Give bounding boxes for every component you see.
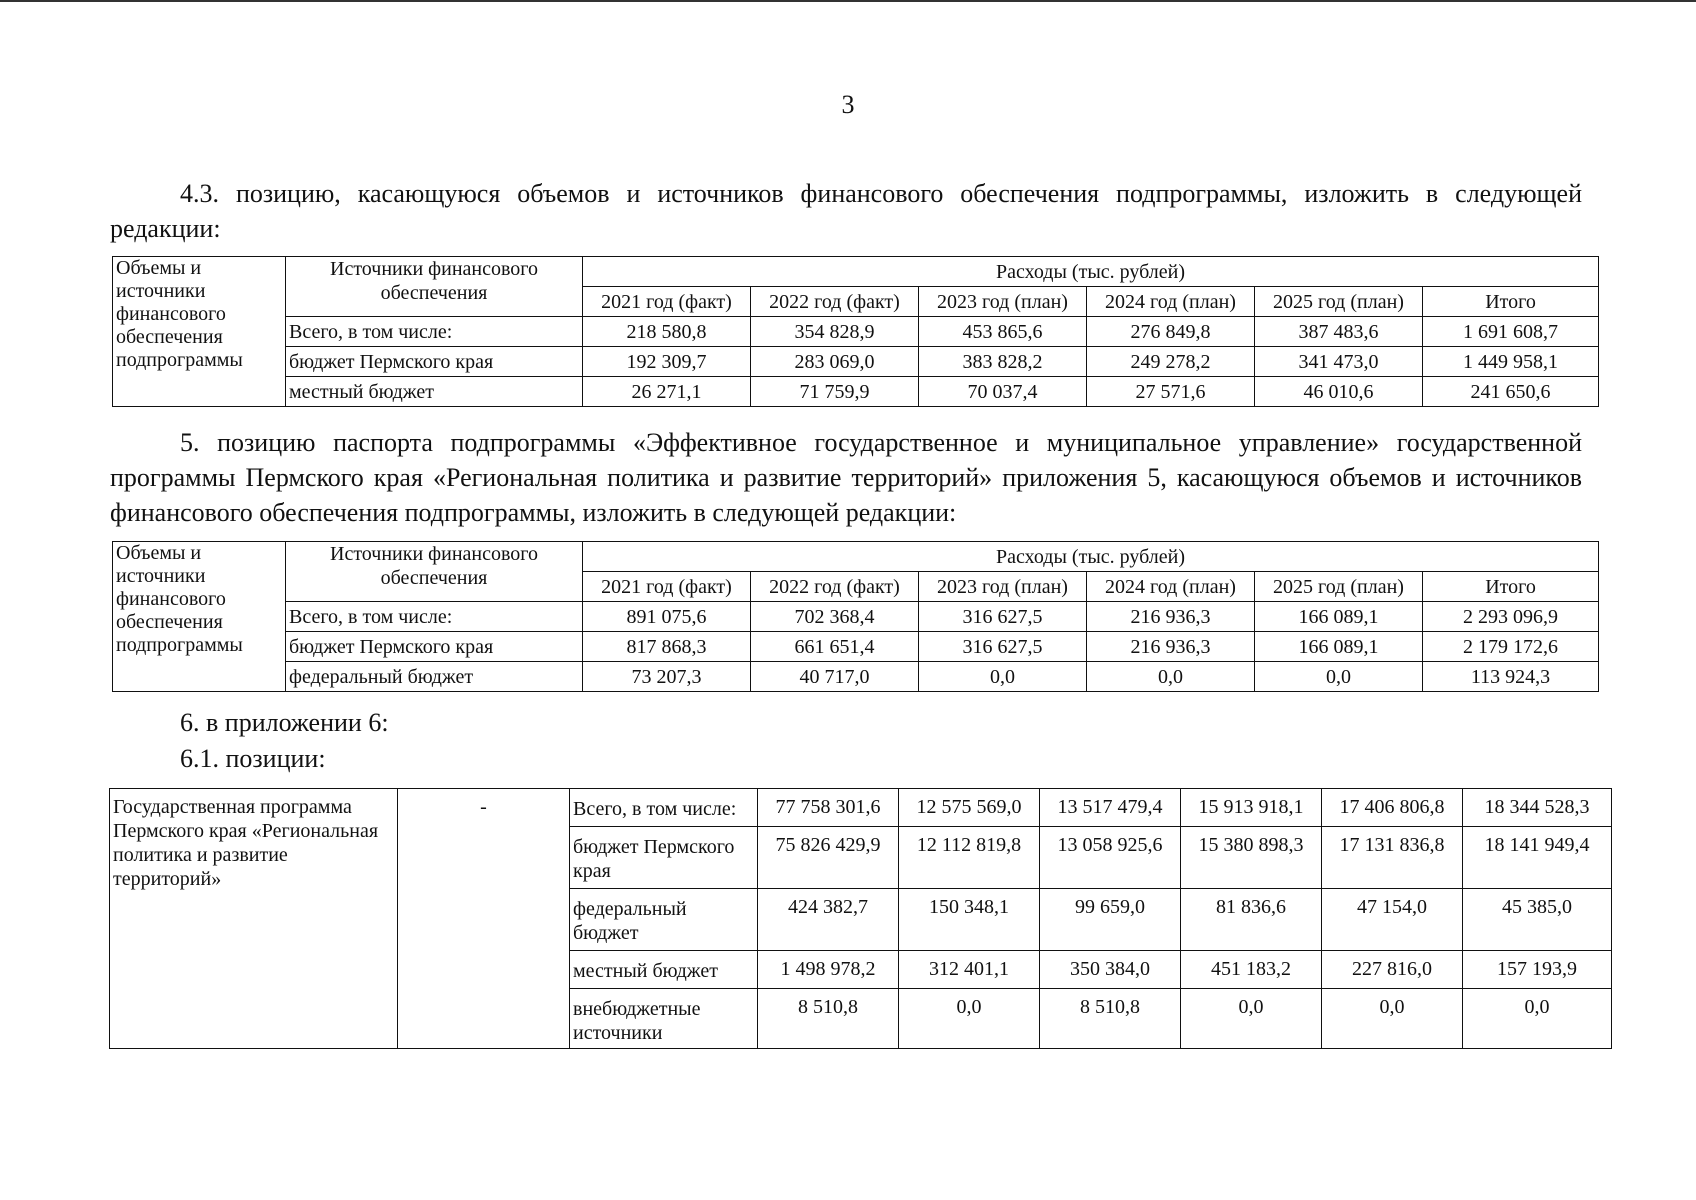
expenses-header: Расходы (тыс. рублей) [583,257,1599,287]
cell-value: 40 717,0 [751,662,919,692]
row-name: бюджет Пермского края [286,347,583,377]
page-number: 3 [841,90,855,119]
table-row [113,377,1599,407]
cell-value: 81 836,6 [1181,889,1322,951]
cell-value: 1 498 978,2 [758,951,899,989]
table-row [113,347,1599,377]
cell-value: 661 651,4 [751,632,919,662]
cell-value: 13 517 479,4 [1040,789,1181,827]
year-header: 2021 год (факт) [583,287,751,317]
cell-value: 227 816,0 [1322,951,1463,989]
cell-value: 341 473,0 [1255,347,1423,377]
cell-value: 0,0 [1255,662,1423,692]
cell-value: 27 571,6 [1087,377,1255,407]
row-name: местный бюджет [570,951,758,989]
cell-value: 157 193,9 [1463,951,1612,989]
cell-value: 15 380 898,3 [1181,827,1322,889]
cell-value: 316 627,5 [919,632,1087,662]
cell-value: 424 382,7 [758,889,899,951]
table-row [113,602,1599,632]
cell-value: 350 384,0 [1040,951,1181,989]
cell-value: 451 183,2 [1181,951,1322,989]
scan-top-border [0,0,1696,2]
cell-value: 18 141 949,4 [1463,827,1612,889]
cell-value: 45 385,0 [1463,889,1612,951]
cell-value: 0,0 [1463,989,1612,1049]
cell-value: 75 826 429,9 [758,827,899,889]
row-name: Всего, в том числе: [286,317,583,347]
cell-value: 46 010,6 [1255,377,1423,407]
table-row [113,317,1599,347]
row-name: бюджет Пермского края [286,632,583,662]
program-dash: - [398,789,570,1049]
financing-table-5 [112,541,1599,692]
cell-value: 71 759,9 [751,377,919,407]
cell-value: 2 293 096,9 [1423,602,1599,632]
cell-value: 192 309,7 [583,347,751,377]
year-header: 2023 год (план) [919,287,1087,317]
row-name: местный бюджет [286,377,583,407]
year-header: 2022 год (факт) [751,287,919,317]
cell-value: 216 936,3 [1087,602,1255,632]
cell-value: 166 089,1 [1255,632,1423,662]
total-header: Итого [1423,287,1599,317]
cell-value: 2 179 172,6 [1423,632,1599,662]
paragraph-6: 6. в приложении 6: [180,708,389,737]
cell-value: 216 936,3 [1087,632,1255,662]
cell-value: 13 058 925,6 [1040,827,1181,889]
cell-value: 150 348,1 [899,889,1040,951]
cell-value: 77 758 301,6 [758,789,899,827]
year-header: 2025 год (план) [1255,572,1423,602]
cell-value: 283 069,0 [751,347,919,377]
cell-value: 453 865,6 [919,317,1087,347]
sources-header: Источники финансового обеспечения [286,257,583,317]
year-header: 2024 год (план) [1087,572,1255,602]
table-row [113,662,1599,692]
cell-value: 312 401,1 [899,951,1040,989]
financing-table-4-3 [112,256,1599,407]
year-header: 2023 год (план) [919,572,1087,602]
cell-value: 8 510,8 [1040,989,1181,1049]
volumes-label: Объемы и источники финансового обеспечения подпрограммы [113,257,286,407]
cell-value: 15 913 918,1 [1181,789,1322,827]
cell-value: 702 368,4 [751,602,919,632]
cell-value: 1 691 608,7 [1423,317,1599,347]
cell-value: 18 344 528,3 [1463,789,1612,827]
cell-value: 0,0 [899,989,1040,1049]
cell-value: 0,0 [1322,989,1463,1049]
program-name: Государственная программа Пермского края «Региональная политика и развитие территорий» [110,789,398,1049]
cell-value: 17 131 836,8 [1322,827,1463,889]
cell-value: 17 406 806,8 [1322,789,1463,827]
program-financing-table [109,788,1612,1049]
cell-value: 73 207,3 [583,662,751,692]
table-row [110,789,1612,827]
cell-value: 383 828,2 [919,347,1087,377]
year-header: 2024 год (план) [1087,287,1255,317]
year-header: 2025 год (план) [1255,287,1423,317]
sources-header: Источники финансового обеспечения [286,542,583,602]
table-row [113,632,1599,662]
row-name: федеральный бюджет [286,662,583,692]
volumes-label: Объемы и источники финансового обеспечения подпрограммы [113,542,286,692]
year-header: 2022 год (факт) [751,572,919,602]
cell-value: 1 449 958,1 [1423,347,1599,377]
expenses-header: Расходы (тыс. рублей) [583,542,1599,572]
cell-value: 12 575 569,0 [899,789,1040,827]
cell-value: 387 483,6 [1255,317,1423,347]
paragraph-6-1: 6.1. позиции: [180,744,326,773]
cell-value: 113 924,3 [1423,662,1599,692]
cell-value: 276 849,8 [1087,317,1255,347]
cell-value: 70 037,4 [919,377,1087,407]
row-name: федеральный бюджет [570,889,758,951]
cell-value: 891 075,6 [583,602,751,632]
cell-value: 249 278,2 [1087,347,1255,377]
cell-value: 817 868,3 [583,632,751,662]
cell-value: 99 659,0 [1040,889,1181,951]
paragraph-4-3: 4.3. позицию, касающуюся объемов и источников финансового обеспечения подпрограммы, изложить в следующей редакции: [110,179,1582,243]
row-name: Всего, в том числе: [570,789,758,827]
cell-value: 316 627,5 [919,602,1087,632]
cell-value: 354 828,9 [751,317,919,347]
total-header: Итого [1423,572,1599,602]
cell-value: 0,0 [1181,989,1322,1049]
cell-value: 166 089,1 [1255,602,1423,632]
cell-value: 47 154,0 [1322,889,1463,951]
cell-value: 0,0 [919,662,1087,692]
row-name: Всего, в том числе: [286,602,583,632]
row-name: бюджет Пермского края [570,827,758,889]
row-name: внебюджетные источники [570,989,758,1049]
cell-value: 12 112 819,8 [899,827,1040,889]
paragraph-5: 5. позицию паспорта подпрограммы «Эффективное государственное и муниципальное управление» государственной программы Пермского края «Региональная политика и развитие территорий» приложения 5, касающуюся объемов и источников финансового обеспечения подпрограммы, изложить в следующей редакции: [110,428,1582,527]
cell-value: 241 650,6 [1423,377,1599,407]
cell-value: 0,0 [1087,662,1255,692]
cell-value: 26 271,1 [583,377,751,407]
cell-value: 8 510,8 [758,989,899,1049]
year-header: 2021 год (факт) [583,572,751,602]
cell-value: 218 580,8 [583,317,751,347]
